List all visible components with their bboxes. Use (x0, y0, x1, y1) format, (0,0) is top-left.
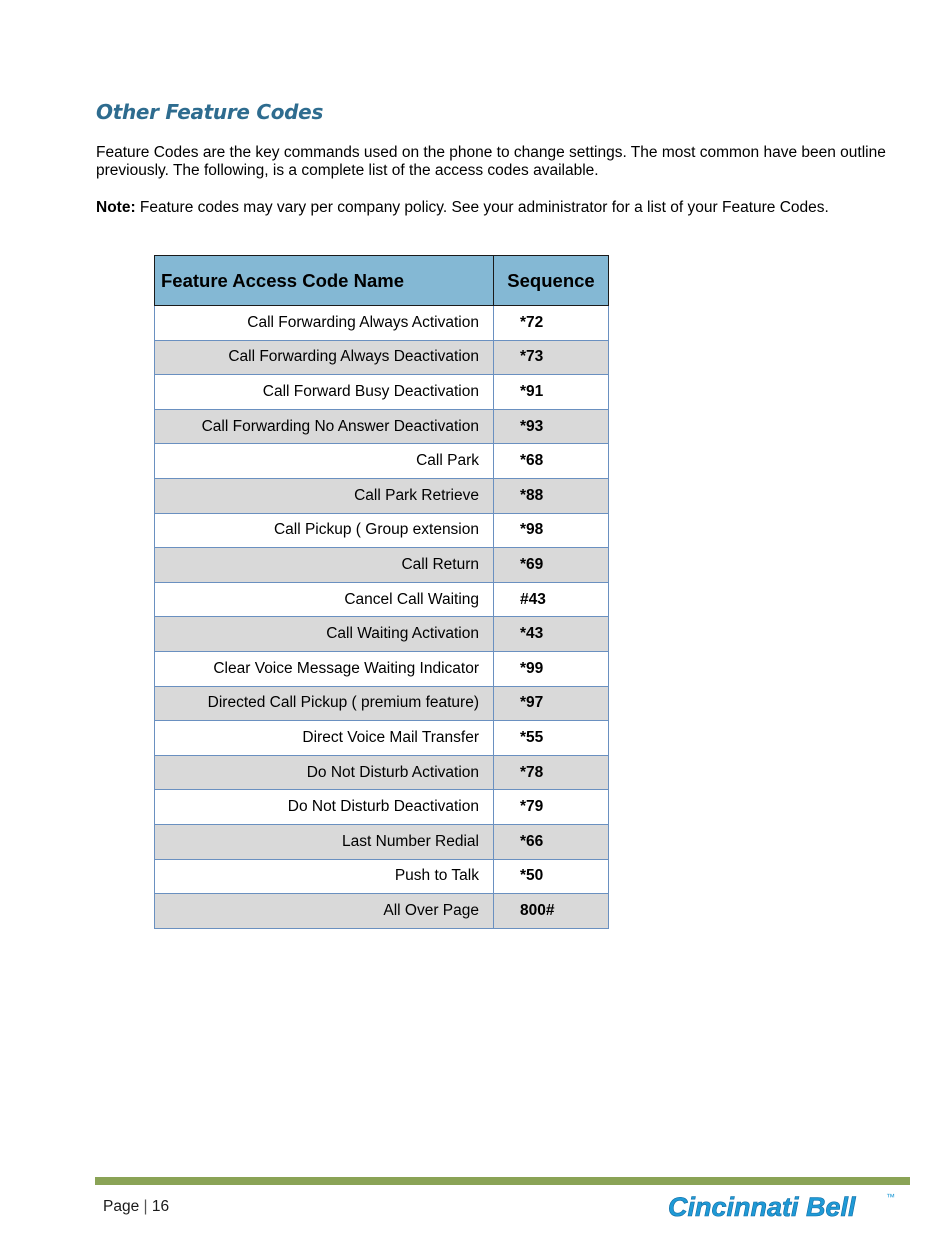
feature-name-cell: Call Waiting Activation (155, 617, 494, 652)
footer-rule (95, 1177, 910, 1185)
page-separator: | (143, 1198, 148, 1215)
feature-name-cell: Call Return (155, 548, 494, 583)
feature-name-cell: Push to Talk (155, 859, 494, 894)
sequence-cell: *73 (494, 340, 609, 375)
table-row (155, 444, 609, 479)
page-number-label (103, 1198, 169, 1216)
feature-name-cell: Call Forwarding No Answer Deactivation (155, 409, 494, 444)
table-row (155, 859, 609, 894)
sequence-cell: *66 (494, 824, 609, 859)
table-row (155, 340, 609, 375)
feature-name-cell: Call Forward Busy Deactivation (155, 375, 494, 410)
table-row (155, 686, 609, 721)
feature-name-cell: Call Pickup ( Group extension (155, 513, 494, 548)
table-row (155, 651, 609, 686)
page-word: Page (103, 1198, 140, 1215)
sequence-cell: *55 (494, 721, 609, 756)
sequence-cell: *43 (494, 617, 609, 652)
sequence-cell: #43 (494, 582, 609, 617)
table-row (155, 755, 609, 790)
logo-wordmark: Cincinnati Bell (668, 1192, 856, 1222)
note-text: Feature codes may vary per company policy. See your administrator for a list of your Feature Codes. (135, 199, 829, 216)
feature-name-cell: Do Not Disturb Deactivation (155, 790, 494, 825)
column-header-name: Feature Access Code Name (155, 256, 494, 306)
feature-name-cell: Direct Voice Mail Transfer (155, 721, 494, 756)
feature-name-cell: All Over Page (155, 894, 494, 929)
feature-name-cell: Call Forwarding Always Deactivation (155, 340, 494, 375)
table-row (155, 824, 609, 859)
table-row (155, 513, 609, 548)
feature-codes-table (154, 255, 609, 929)
sequence-cell: *93 (494, 409, 609, 444)
table-row (155, 582, 609, 617)
section-heading: Other Feature Codes (96, 100, 324, 124)
feature-name-cell: Last Number Redial (155, 824, 494, 859)
logo-trademark: ™ (886, 1192, 895, 1202)
sequence-cell: *97 (494, 686, 609, 721)
table-row (155, 894, 609, 929)
sequence-cell: *88 (494, 478, 609, 513)
sequence-cell: *99 (494, 651, 609, 686)
table-row (155, 306, 609, 341)
table-row (155, 409, 609, 444)
feature-name-cell: Cancel Call Waiting (155, 582, 494, 617)
sequence-cell: *68 (494, 444, 609, 479)
sequence-cell: *50 (494, 859, 609, 894)
sequence-cell: *98 (494, 513, 609, 548)
table-row (155, 617, 609, 652)
note-label: Note: (96, 199, 136, 216)
column-header-sequence: Sequence (494, 256, 609, 306)
intro-paragraph: Feature Codes are the key commands used on the phone to change settings. The most common have been outline previously. The following, is a complete list of the access codes available. (96, 144, 886, 179)
feature-name-cell: Call Park (155, 444, 494, 479)
feature-name-cell: Call Forwarding Always Activation (155, 306, 494, 341)
table-row (155, 790, 609, 825)
table-header-row (155, 256, 609, 306)
cincinnati-bell-logo (666, 1188, 906, 1224)
sequence-cell: *72 (494, 306, 609, 341)
feature-name-cell: Clear Voice Message Waiting Indicator (155, 651, 494, 686)
table-body (155, 306, 609, 929)
sequence-cell: 800# (494, 894, 609, 929)
sequence-cell: *91 (494, 375, 609, 410)
table-row (155, 548, 609, 583)
table-row (155, 721, 609, 756)
note-paragraph (96, 199, 886, 217)
feature-name-cell: Call Park Retrieve (155, 478, 494, 513)
feature-name-cell: Directed Call Pickup ( premium feature) (155, 686, 494, 721)
feature-name-cell: Do Not Disturb Activation (155, 755, 494, 790)
table-row (155, 478, 609, 513)
sequence-cell: *69 (494, 548, 609, 583)
page-number: 16 (151, 1198, 170, 1215)
table-row (155, 375, 609, 410)
sequence-cell: *78 (494, 755, 609, 790)
sequence-cell: *79 (494, 790, 609, 825)
